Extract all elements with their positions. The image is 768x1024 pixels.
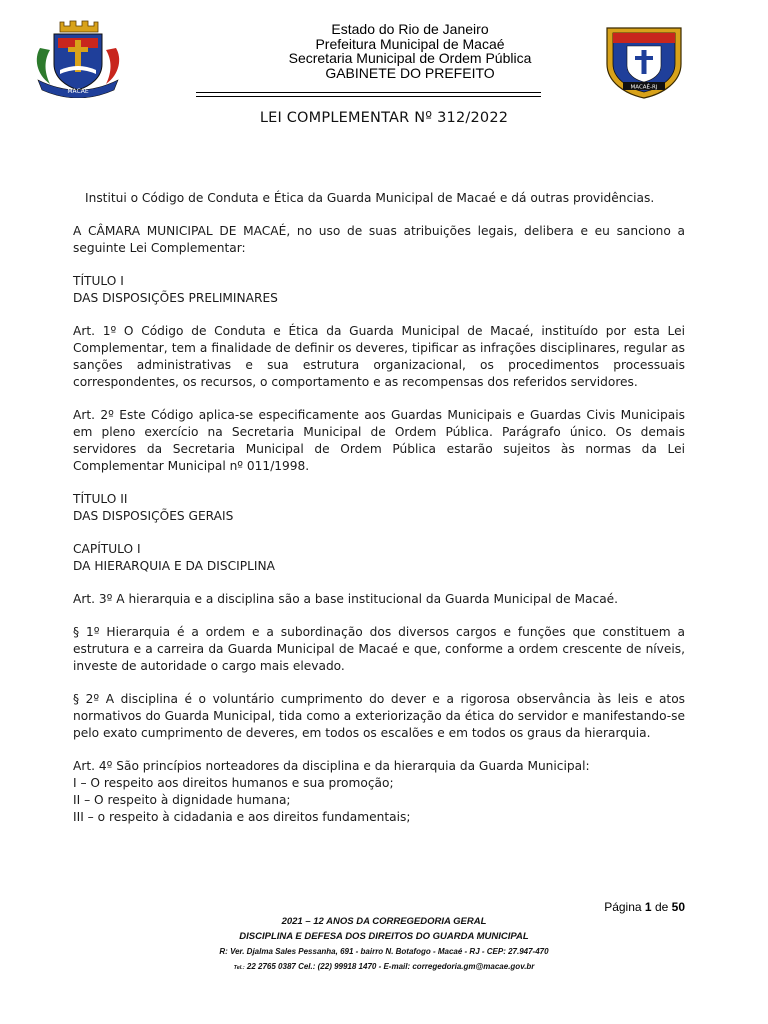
header-state: Estado do Rio de Janeiro xyxy=(331,21,489,37)
footer xyxy=(0,914,768,976)
guarda-municipal-badge-logo xyxy=(603,24,685,100)
law-title: LEI COMPLEMENTAR Nº 312/2022 xyxy=(259,110,509,126)
enactment-clause: A CÂMARA MUNICIPAL DE MACAÉ, no uso de suas atribuições legais, delibera e eu sanciono a seguinte Lei Complementar: xyxy=(73,224,685,255)
article-4-item-i: I – O respeito aos direitos humanos e sua promoção; xyxy=(73,776,394,790)
article-3: Art. 3º A hierarquia e a disciplina são a base institucional da Guarda Municipal de Macaé. xyxy=(73,592,619,606)
article-2: Art. 2º Este Código aplica-se especificamente aos Guardas Municipais e Guardas Civis Municipais em pleno exercício na Secretaria Municipal de Ordem Pública. Parágrafo único. Os demais servidores da Secretaria Municipal de Ordem Pública estarão sujeitos às normas da Lei Complementar Municipal nº 011/1998. xyxy=(73,408,685,473)
footer-tel-label: Tel.: xyxy=(233,965,245,971)
preamble: Institui o Código de Conduta e Ética da Guarda Municipal de Macaé e dá outras providências. xyxy=(85,191,655,205)
header-prefecture: Prefeitura Municipal de Macaé xyxy=(315,35,505,52)
footer-contact xyxy=(0,959,768,976)
header-divider xyxy=(196,92,541,93)
title-number: TÍTULO II xyxy=(73,492,128,506)
header-block xyxy=(260,22,560,80)
page-label: Página xyxy=(604,900,642,914)
article-4-caput: Art. 4º São princípios norteadores da disciplina e da hierarquia da Guarda Municipal: xyxy=(73,759,590,773)
article-4-item-ii: II – O respeito à dignidade humana; xyxy=(73,793,291,807)
footer-tel: 22 2765 0387 xyxy=(246,962,296,971)
article-4 xyxy=(73,758,685,826)
page-total: 50 xyxy=(671,900,685,914)
chapter-heading-1 xyxy=(73,541,685,575)
paragraph-1: § 1º Hierarquia é a ordem e a subordinação dos diversos cargos e funções que constituem a estrutura e a carreira da Guarda Municipal de Macaé e que, conforme a ordem crescente de níveis, investe de autoridade o cargo mais elevado. xyxy=(73,625,685,673)
chapter-name: DA HIERARQUIA E DA DISCIPLINA xyxy=(73,559,275,573)
page-current: 1 xyxy=(644,900,652,914)
title-heading-2 xyxy=(73,491,685,525)
title-name: DAS DISPOSIÇÕES PRELIMINARES xyxy=(73,291,278,305)
crest-right-label: MACAÉ-RJ xyxy=(630,84,658,91)
footer-cel-email: Cel.: (22) 99918 1470 - E-mail: corregedoria.gm@macae.gov.br xyxy=(298,962,535,971)
title-name: DAS DISPOSIÇÕES GERAIS xyxy=(73,509,234,523)
footer-address: R: Ver. Djalma Sales Pessanha, 691 - bairro N. Botafogo - Macaé - RJ - CEP: 27.947-470 xyxy=(219,947,549,956)
paragraph-2: § 2º A disciplina é o voluntário cumprimento do dever e a rigorosa observância às leis e atos normativos do Guarda Municipal, tida como a exteriorização da ética do servidor e manifestando-se pelo exato cumprimento de deveres, em todos os escalões e em todos os graus da hierarquia. xyxy=(73,692,685,740)
document-body xyxy=(73,190,685,826)
title-heading-1 xyxy=(73,273,685,307)
page-of: de xyxy=(654,900,669,914)
article-1: Art. 1º O Código de Conduta e Ética da Guarda Municipal de Macaé, instituído por esta Lei Complementar, tem a finalidade de definir os deveres, tipificar as infrações disciplinares, regular as sanções administrativas e sua estrutura organizacional, os procedimentos processuais correspondentes, os recursos, o comportamento e as recompensas dos referidos servidores. xyxy=(73,324,685,389)
crest-left-label: MACAÉ xyxy=(67,88,89,95)
article-4-item-iii: III – o respeito à cidadania e aos direitos fundamentais; xyxy=(73,810,411,824)
header-divider-second xyxy=(196,96,541,97)
header-secretariat: Secretaria Municipal de Ordem Pública xyxy=(288,50,532,66)
title-number: TÍTULO I xyxy=(73,274,124,288)
chapter-number: CAPÍTULO I xyxy=(73,542,141,556)
footer-motto: DISCIPLINA E DEFESA DOS DIREITOS DO GUARDA MUNICIPAL xyxy=(239,931,529,942)
macae-coat-of-arms-logo xyxy=(30,18,126,98)
footer-anniversary: 2021 – 12 ANOS DA CORREGEDORIA GERAL xyxy=(281,916,487,927)
page-number xyxy=(560,900,685,914)
header-office: GABINETE DO PREFEITO xyxy=(325,64,495,81)
